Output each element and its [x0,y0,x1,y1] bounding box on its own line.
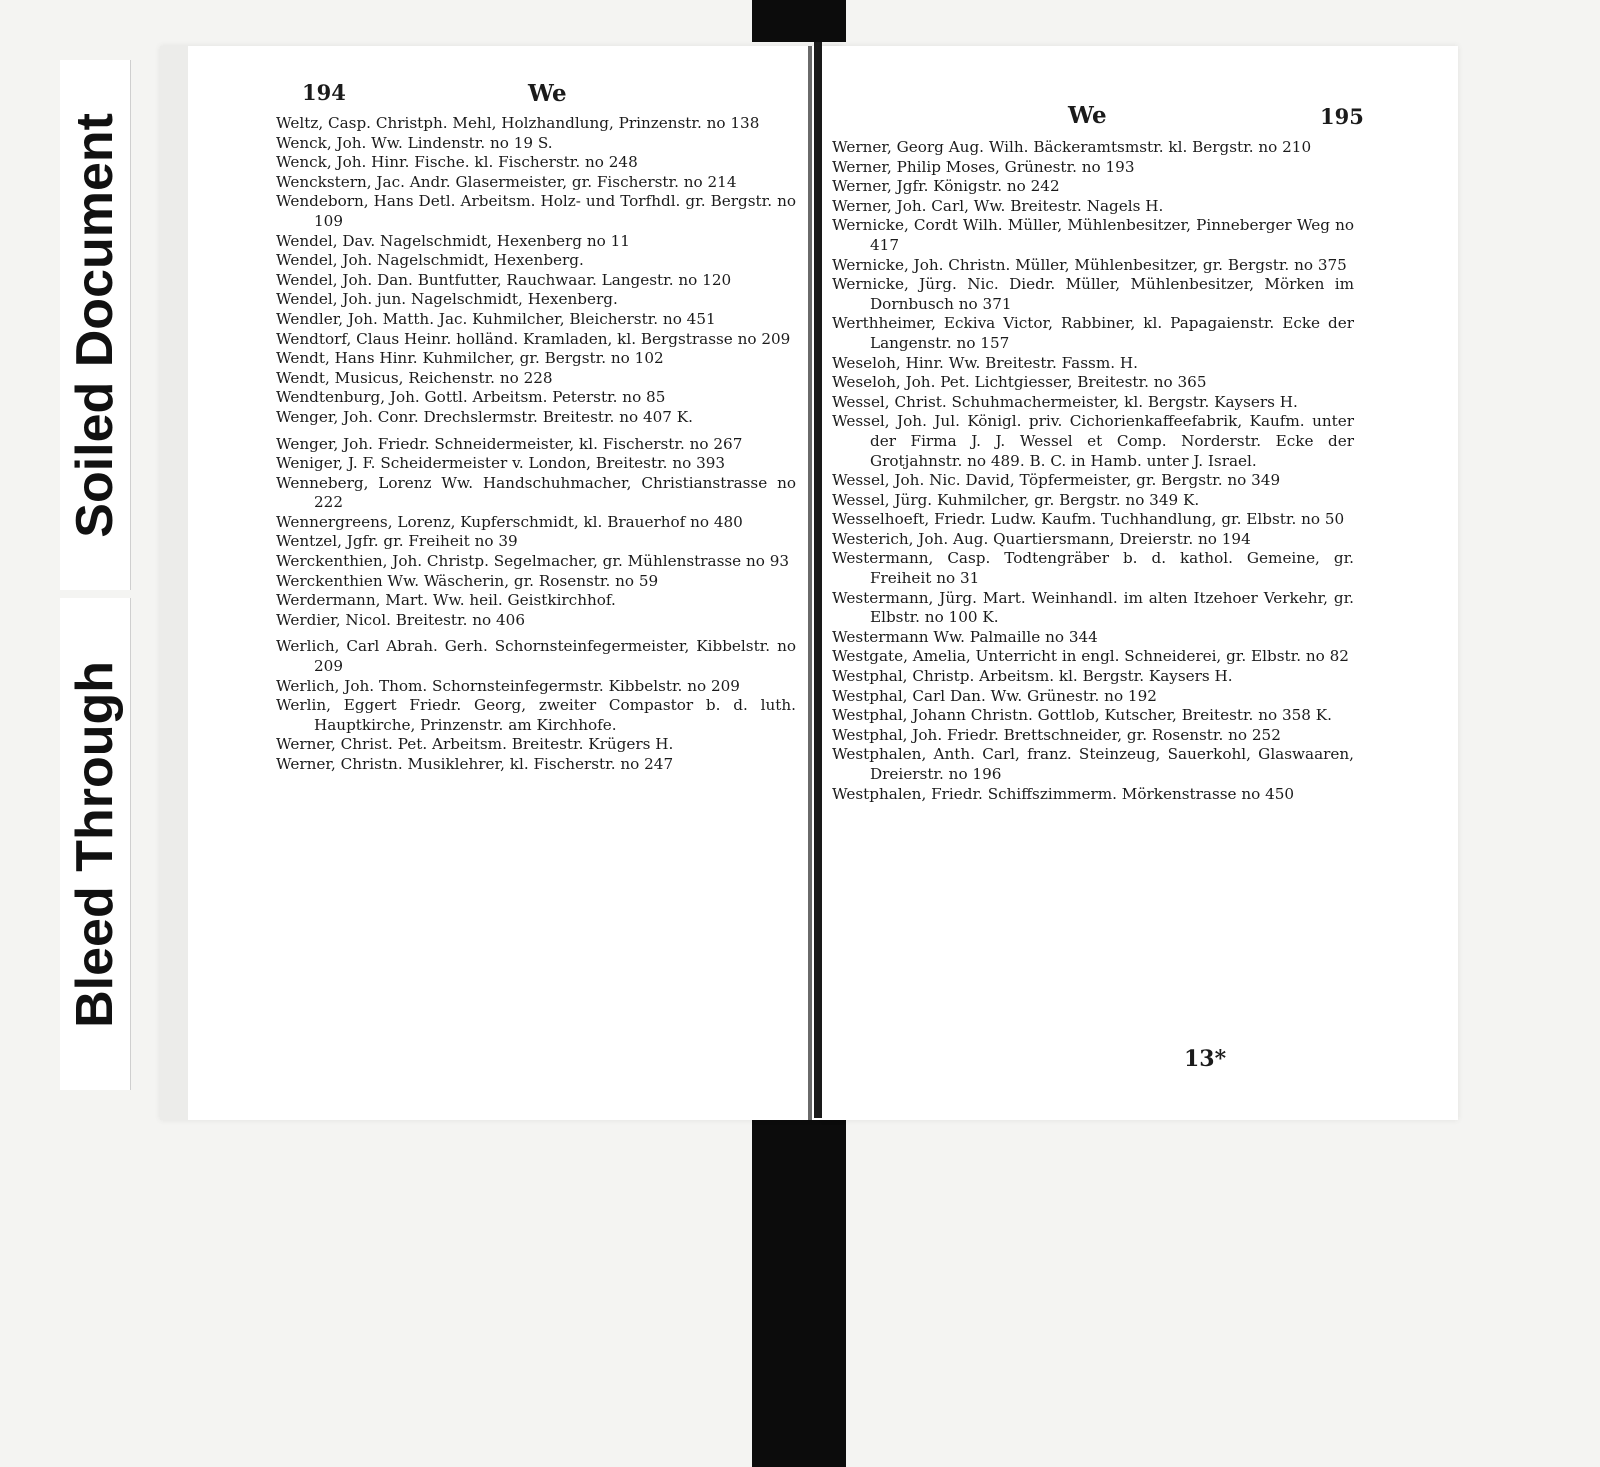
directory-entry: Wendtorf, Claus Heinr. holländ. Kramladen, kl. Bergstrasse no 209 [276,329,791,348]
running-header: We [1068,102,1107,129]
directory-entry: Westphal, Carl Dan. Ww. Grünestr. no 192 [832,686,1157,705]
directory-entry: Werdier, Nicol. Breitestr. no 406 [276,610,525,629]
directory-entry: Werdermann, Mart. Ww. heil. Geistkirchhof. [276,591,616,610]
directory-entry: Westphalen, Anth. Carl, franz. Steinzeug, Sauerkohl, Glaswaaren, Dreierstr. no 196 [832,745,1354,783]
directory-entry: Werthheimer, Eckiva Victor, Rabbiner, kl. Papagaienstr. Ecke der Langenstr. no 157 [832,314,1354,352]
directory-entry: Wenckstern, Jac. Andr. Glasermeister, gr. Fischerstr. no 214 [276,172,737,191]
directory-entries-left [276,114,796,775]
directory-entry: Werner, Christ. Pet. Arbeitsm. Breitestr. Krügers H. [276,735,674,754]
directory-entry: Wendel, Joh. Nagelschmidt, Hexenberg. [276,251,584,270]
right-page [822,46,1458,1120]
gutter-shadow [808,46,812,1120]
directory-entry: Wernicke, Cordt Wilh. Müller, Mühlenbesitzer, Pinneberger Weg no 417 [832,216,1354,254]
directory-entry: Wendtenburg, Joh. Gottl. Arbeitsm. Peterstr. no 85 [276,388,666,407]
directory-entry: Wenck, Joh. Ww. Lindenstr. no 19 S. [276,133,553,152]
directory-entry: Wenger, Joh. Friedr. Schneidermeister, kl. Fischerstr. no 267 [276,434,743,453]
directory-entries-right [832,138,1354,804]
directory-entry: Westphal, Christp. Arbeitsm. kl. Bergstr. Kaysers H. [832,667,1233,686]
soiled-document-text: Soiled Document [66,112,124,538]
directory-entry: Wendt, Hans Hinr. Kuhmilcher, gr. Bergstr. no 102 [276,349,664,368]
directory-entry: Wernicke, Joh. Christn. Müller, Mühlenbesitzer, gr. Bergstr. no 375 [832,255,1347,274]
directory-entry: Werckenthien, Joh. Christp. Segelmacher, gr. Mühlenstrasse no 93 [276,552,790,571]
directory-entry: Werner, Georg Aug. Wilh. Bäckeramtsmstr. kl. Bergstr. no 210 [832,138,1312,156]
directory-entry: Westermann, Jürg. Mart. Weinhandl. im alten Itzehoer Verkehr, gr. Elbstr. no 100 K. [832,588,1354,627]
directory-entry: Westermann Ww. Palmaille no 344 [832,627,1098,646]
page-number: 195 [1320,104,1364,129]
binding-tape-bottom [752,1118,846,1467]
directory-entry: Wennergreens, Lorenz, Kupferschmidt, kl. Brauerhof no 480 [276,512,743,531]
directory-entry: Wendel, Joh. jun. Nagelschmidt, Hexenberg. [276,290,618,309]
directory-entry: Wenneberg, Lorenz Ww. Handschuhmacher, Christianstrasse no 222 [276,473,796,512]
running-header: We [528,80,567,107]
directory-entry: Werner, Christn. Musiklehrer, kl. Fischerstr. no 247 [276,755,674,773]
directory-entry: Wenger, Joh. Conr. Drechslermstr. Breitestr. no 407 K. [276,407,693,426]
soiled-document-label [60,60,131,590]
signature-mark: 13* [1184,1046,1227,1072]
bleed-through-label [60,598,131,1090]
directory-entry: Westphal, Joh. Friedr. Brettschneider, gr. Rosenstr. no 252 [832,725,1281,744]
directory-entry: Wessel, Christ. Schuhmachermeister, kl. Bergstr. Kaysers H. [832,392,1298,411]
directory-entry: Wendel, Joh. Dan. Buntfutter, Rauchwaar. Langestr. no 120 [276,270,732,289]
directory-entry: Werlich, Joh. Thom. Schornsteinfegermstr. Kibbelstr. no 209 [276,676,740,695]
left-page [160,46,842,1120]
directory-entry: Werlin, Eggert Friedr. Georg, zweiter Compastor b. d. luth. Hauptkirche, Prinzenstr. am Kirchhofe. [276,696,796,734]
directory-entry: Westgate, Amelia, Unterricht in engl. Schneiderei, gr. Elbstr. no 82 [832,647,1349,666]
binding-tape-top [752,0,846,42]
page-number: 194 [302,80,346,105]
directory-entry: Wernicke, Jürg. Nic. Diedr. Müller, Mühlenbesitzer, Mörken im Dornbusch no 371 [832,275,1354,313]
directory-entry: Westerich, Joh. Aug. Quartiersmann, Dreierstr. no 194 [832,529,1251,548]
directory-entry: Werckenthien Ww. Wäscherin, gr. Rosenstr. no 59 [276,571,659,590]
directory-entry: Wenck, Joh. Hinr. Fische. kl. Fischerstr. no 248 [276,153,638,172]
book-gutter [814,42,822,1118]
directory-entry: Wendel, Dav. Nagelschmidt, Hexenberg no 11 [276,231,630,250]
directory-entry: Werlich, Carl Abrah. Gerh. Schornsteinfegermeister, Kibbelstr. no 209 [276,637,796,676]
directory-entry: Weseloh, Joh. Pet. Lichtgiesser, Breitestr. no 365 [832,373,1207,392]
directory-entry: Wesselhoeft, Friedr. Ludw. Kaufm. Tuchhandlung, gr. Elbstr. no 50 [832,510,1345,529]
directory-entry: Wentzel, Jgfr. gr. Freiheit no 39 [276,532,518,551]
directory-entry: Wessel, Jürg. Kuhmilcher, gr. Bergstr. no 349 K. [832,490,1200,509]
directory-entry: Westphalen, Friedr. Schiffszimmerm. Mörkenstrasse no 450 [832,784,1295,803]
bleed-through-text: Bleed Through [66,660,124,1028]
directory-entry: Weltz, Casp. Christph. Mehl, Holzhandlung, Prinzenstr. no 138 [276,114,760,132]
directory-entry: Werner, Philip Moses, Grünestr. no 193 [832,157,1135,176]
directory-entry: Westermann, Casp. Todtengräber b. d. kathol. Gemeine, gr. Freiheit no 31 [832,549,1354,588]
directory-entry: Wessel, Joh. Jul. Königl. priv. Cichorienkaffeefabrik, Kaufm. unter der Firma J. J. Wessel et Comp. Norderstr. Ecke der Grotjahnstr. no 489. B. C. in Hamb. unter J. Israel. [832,412,1354,470]
directory-entry: Wessel, Joh. Nic. David, Töpfermeister, gr. Bergstr. no 349 [832,471,1281,490]
directory-entry: Wendt, Musicus, Reichenstr. no 228 [276,368,553,387]
directory-entry: Weseloh, Hinr. Ww. Breitestr. Fassm. H. [832,353,1138,372]
directory-entry: Werner, Jgfr. Königstr. no 242 [832,177,1060,196]
directory-entry: Westphal, Johann Christn. Gottlob, Kutscher, Breitestr. no 358 K. [832,706,1332,725]
directory-entry: Werner, Joh. Carl, Ww. Breitestr. Nagels H. [832,196,1164,215]
directory-entry: Weniger, J. F. Scheidermeister v. London, Breitestr. no 393 [276,454,726,473]
directory-entry: Wendler, Joh. Matth. Jac. Kuhmilcher, Bleicherstr. no 451 [276,309,716,328]
directory-entry: Wendeborn, Hans Detl. Arbeitsm. Holz- und Torfhdl. gr. Bergstr. no 109 [276,192,796,230]
